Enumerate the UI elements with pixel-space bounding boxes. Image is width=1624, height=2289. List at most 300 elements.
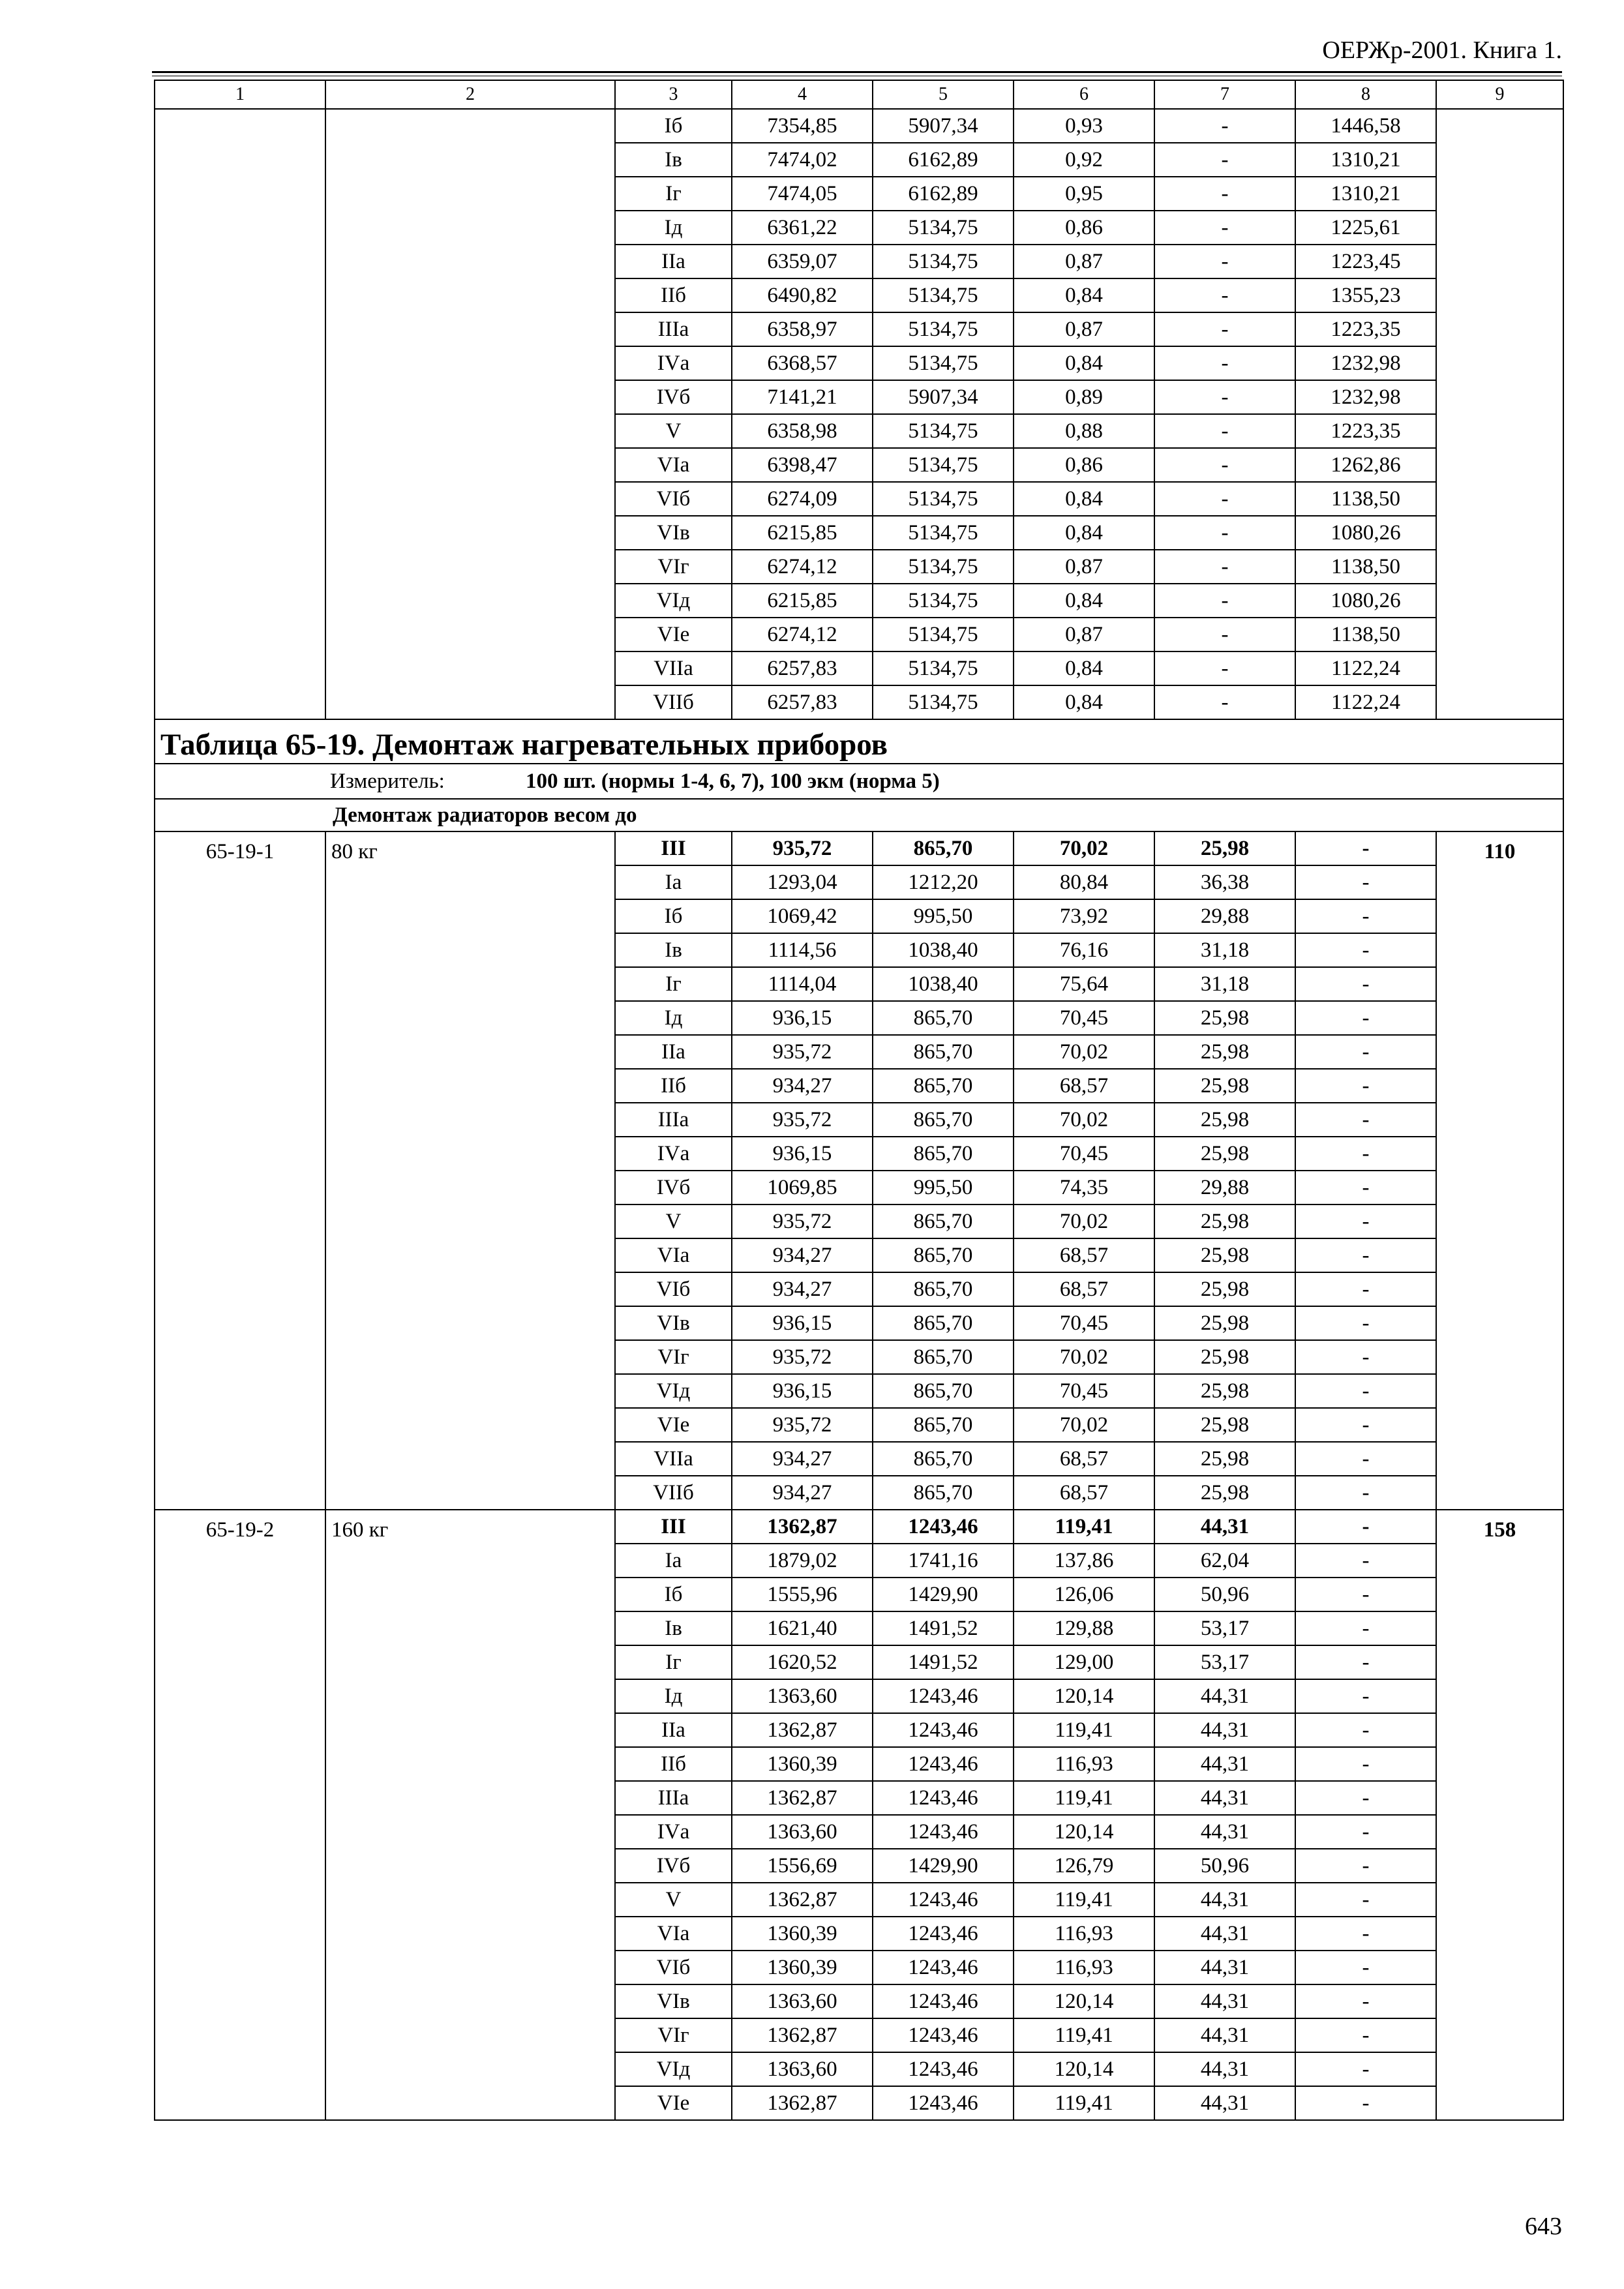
- driver-wage-cell: -: [1154, 550, 1295, 584]
- driver-wage-cell: 31,18: [1154, 967, 1295, 1001]
- materials-cell: -: [1295, 865, 1436, 899]
- materials-cell: 1138,50: [1295, 550, 1436, 584]
- driver-wage-cell: 44,31: [1154, 1883, 1295, 1917]
- materials-cell: 1223,45: [1295, 245, 1436, 278]
- driver-wage-cell: 25,98: [1154, 1069, 1295, 1103]
- machine-cell: 70,45: [1014, 1137, 1154, 1171]
- wage-cell: 1243,46: [873, 2052, 1014, 2086]
- materials-cell: -: [1295, 1204, 1436, 1238]
- total-cost-cell: 7354,85: [732, 109, 873, 143]
- machine-cell: 0,93: [1014, 109, 1154, 143]
- materials-cell: 1122,24: [1295, 651, 1436, 685]
- driver-wage-cell: 29,88: [1154, 899, 1295, 933]
- machine-cell: 0,89: [1014, 380, 1154, 414]
- machine-cell: 0,88: [1014, 414, 1154, 448]
- machine-cell: 70,02: [1014, 1035, 1154, 1069]
- machine-cell: 68,57: [1014, 1476, 1154, 1510]
- machine-cell: 126,06: [1014, 1578, 1154, 1611]
- driver-wage-cell: 25,98: [1154, 1272, 1295, 1306]
- region-cell: Iа: [615, 865, 732, 899]
- machine-cell: 0,84: [1014, 685, 1154, 719]
- section-title-row: [155, 719, 1563, 764]
- materials-cell: -: [1295, 1476, 1436, 1510]
- materials-cell: -: [1295, 2086, 1436, 2120]
- driver-wage-cell: -: [1154, 143, 1295, 177]
- region-cell: IIа: [615, 1713, 732, 1747]
- total-cost-cell: 6361,22: [732, 211, 873, 245]
- total-cost-cell: 6274,09: [732, 482, 873, 516]
- driver-wage-cell: 25,98: [1154, 1476, 1295, 1510]
- machine-cell: 137,86: [1014, 1544, 1154, 1578]
- machine-cell: 0,87: [1014, 618, 1154, 651]
- materials-cell: 1223,35: [1295, 312, 1436, 346]
- name-cell: [325, 109, 615, 719]
- machine-cell: 0,86: [1014, 448, 1154, 482]
- driver-wage-cell: 53,17: [1154, 1645, 1295, 1679]
- region-cell: Iа: [615, 1544, 732, 1578]
- machine-cell: 119,41: [1014, 1510, 1154, 1544]
- machine-cell: 119,41: [1014, 1713, 1154, 1747]
- measure-label: Измеритель:: [330, 769, 445, 793]
- materials-cell: 1080,26: [1295, 516, 1436, 550]
- wage-cell: 5134,75: [873, 685, 1014, 719]
- machine-cell: 0,86: [1014, 211, 1154, 245]
- region-cell: IIIа: [615, 1103, 732, 1137]
- machine-cell: 70,02: [1014, 1408, 1154, 1442]
- materials-cell: -: [1295, 1510, 1436, 1544]
- machine-cell: 70,45: [1014, 1001, 1154, 1035]
- machine-cell: 68,57: [1014, 1238, 1154, 1272]
- materials-cell: -: [1295, 1679, 1436, 1713]
- total-cost-cell: 1620,52: [732, 1645, 873, 1679]
- total-cost-cell: 936,15: [732, 1001, 873, 1035]
- driver-wage-cell: -: [1154, 177, 1295, 211]
- region-cell: Iг: [615, 1645, 732, 1679]
- region-cell: Iд: [615, 1001, 732, 1035]
- driver-wage-cell: -: [1154, 685, 1295, 719]
- wage-cell: 865,70: [873, 1476, 1014, 1510]
- total-cost-cell: 934,27: [732, 1442, 873, 1476]
- wage-cell: 1243,46: [873, 2018, 1014, 2052]
- total-cost-cell: 6358,98: [732, 414, 873, 448]
- wage-cell: 5134,75: [873, 651, 1014, 685]
- total-cost-cell: 1362,87: [732, 1883, 873, 1917]
- total-cost-cell: 6358,97: [732, 312, 873, 346]
- region-cell: VIв: [615, 516, 732, 550]
- region-cell: VIв: [615, 1306, 732, 1340]
- total-cost-cell: 936,15: [732, 1306, 873, 1340]
- page-number: 643: [1525, 2213, 1562, 2240]
- total-cost-cell: 1360,39: [732, 1747, 873, 1781]
- materials-cell: 1262,86: [1295, 448, 1436, 482]
- total-cost-cell: 935,72: [732, 1204, 873, 1238]
- machine-cell: 129,00: [1014, 1645, 1154, 1679]
- driver-wage-cell: 50,96: [1154, 1849, 1295, 1883]
- header-rule: [152, 71, 1562, 73]
- machine-cell: 76,16: [1014, 933, 1154, 967]
- materials-cell: -: [1295, 967, 1436, 1001]
- wage-cell: 5134,75: [873, 448, 1014, 482]
- total-cost-cell: 1879,02: [732, 1544, 873, 1578]
- wage-cell: 1243,46: [873, 1781, 1014, 1815]
- total-cost-cell: 934,27: [732, 1272, 873, 1306]
- total-cost-cell: 935,72: [732, 1408, 873, 1442]
- item-name: 160 кг: [325, 1510, 615, 2120]
- region-cell: VIд: [615, 1374, 732, 1408]
- wage-cell: 1243,46: [873, 1679, 1014, 1713]
- total-cost-cell: 1360,39: [732, 1951, 873, 1984]
- wage-cell: 865,70: [873, 1408, 1014, 1442]
- wage-cell: 1038,40: [873, 933, 1014, 967]
- total-cost-cell: 7474,05: [732, 177, 873, 211]
- wage-cell: 5134,75: [873, 550, 1014, 584]
- total-cost-cell: 936,15: [732, 1374, 873, 1408]
- region-cell: VIд: [615, 2052, 732, 2086]
- driver-wage-cell: -: [1154, 380, 1295, 414]
- table-row: [155, 109, 1563, 143]
- materials-cell: -: [1295, 1272, 1436, 1306]
- machine-cell: 0,87: [1014, 550, 1154, 584]
- driver-wage-cell: -: [1154, 245, 1295, 278]
- total-cost-cell: 935,72: [732, 831, 873, 865]
- wage-cell: 1491,52: [873, 1645, 1014, 1679]
- driver-wage-cell: 25,98: [1154, 1035, 1295, 1069]
- wage-cell: 1243,46: [873, 1883, 1014, 1917]
- region-cell: VIIа: [615, 1442, 732, 1476]
- region-cell: IVб: [615, 1171, 732, 1204]
- measure-cell: [155, 764, 1563, 799]
- wage-cell: 1243,46: [873, 1951, 1014, 1984]
- total-cost-cell: 6215,85: [732, 584, 873, 618]
- region-cell: VIг: [615, 550, 732, 584]
- machine-cell: 116,93: [1014, 1747, 1154, 1781]
- region-cell: VIе: [615, 1408, 732, 1442]
- materials-cell: -: [1295, 1069, 1436, 1103]
- wage-cell: 1212,20: [873, 865, 1014, 899]
- materials-cell: -: [1295, 1883, 1436, 1917]
- driver-wage-cell: 44,31: [1154, 1917, 1295, 1951]
- total-cost-cell: 6368,57: [732, 346, 873, 380]
- column-number: 3: [615, 80, 732, 109]
- item-code: 65-19-2: [155, 1510, 325, 2120]
- wage-cell: 865,70: [873, 1069, 1014, 1103]
- materials-cell: 1232,98: [1295, 346, 1436, 380]
- total-cost-cell: 934,27: [732, 1069, 873, 1103]
- machine-cell: 0,84: [1014, 516, 1154, 550]
- machine-cell: 116,93: [1014, 1951, 1154, 1984]
- wage-cell: 1038,40: [873, 967, 1014, 1001]
- machine-cell: 119,41: [1014, 1781, 1154, 1815]
- materials-cell: 1225,61: [1295, 211, 1436, 245]
- total-cost-cell: 1363,60: [732, 1984, 873, 2018]
- section-title: Таблица 65-19. Демонтаж нагревательных приборов: [155, 719, 1563, 764]
- total-cost-cell: 1555,96: [732, 1578, 873, 1611]
- total-cost-cell: 1360,39: [732, 1917, 873, 1951]
- driver-wage-cell: 44,31: [1154, 1984, 1295, 2018]
- machine-cell: 70,02: [1014, 831, 1154, 865]
- total-cost-cell: 1114,56: [732, 933, 873, 967]
- materials-cell: 1310,21: [1295, 177, 1436, 211]
- materials-cell: -: [1295, 1815, 1436, 1849]
- region-cell: IIа: [615, 245, 732, 278]
- wage-cell: 5134,75: [873, 245, 1014, 278]
- column-number: 6: [1014, 80, 1154, 109]
- materials-cell: -: [1295, 2018, 1436, 2052]
- column-number: 9: [1436, 80, 1563, 109]
- driver-wage-cell: 44,31: [1154, 2052, 1295, 2086]
- total-cost-cell: 934,27: [732, 1476, 873, 1510]
- wage-cell: 5134,75: [873, 346, 1014, 380]
- total-cost-cell: 1114,04: [732, 967, 873, 1001]
- region-cell: IIб: [615, 278, 732, 312]
- total-cost-cell: 1556,69: [732, 1849, 873, 1883]
- labor-cell: 110: [1436, 831, 1563, 1510]
- wage-cell: 1243,46: [873, 1510, 1014, 1544]
- region-cell: III: [615, 831, 732, 865]
- wage-cell: 1243,46: [873, 1917, 1014, 1951]
- machine-cell: 126,79: [1014, 1849, 1154, 1883]
- driver-wage-cell: 44,31: [1154, 1815, 1295, 1849]
- driver-wage-cell: 25,98: [1154, 1306, 1295, 1340]
- region-cell: IIа: [615, 1035, 732, 1069]
- total-cost-cell: 1621,40: [732, 1611, 873, 1645]
- total-cost-cell: 6257,83: [732, 685, 873, 719]
- machine-cell: 73,92: [1014, 899, 1154, 933]
- machine-cell: 120,14: [1014, 1984, 1154, 2018]
- total-cost-cell: 6274,12: [732, 550, 873, 584]
- total-cost-cell: 7141,21: [732, 380, 873, 414]
- wage-cell: 5134,75: [873, 482, 1014, 516]
- region-cell: IVб: [615, 380, 732, 414]
- total-cost-cell: 936,15: [732, 1137, 873, 1171]
- column-number: 5: [873, 80, 1014, 109]
- materials-cell: -: [1295, 1747, 1436, 1781]
- rates-table-body: [155, 80, 1563, 2120]
- wage-cell: 1491,52: [873, 1611, 1014, 1645]
- wage-cell: 865,70: [873, 1137, 1014, 1171]
- materials-cell: -: [1295, 1951, 1436, 1984]
- materials-cell: -: [1295, 933, 1436, 967]
- total-cost-cell: 6215,85: [732, 516, 873, 550]
- wage-cell: 1243,46: [873, 1815, 1014, 1849]
- wage-cell: 865,70: [873, 1306, 1014, 1340]
- wage-cell: 1243,46: [873, 1747, 1014, 1781]
- materials-cell: -: [1295, 831, 1436, 865]
- region-cell: IVа: [615, 1137, 732, 1171]
- region-cell: IVа: [615, 346, 732, 380]
- region-cell: IIб: [615, 1069, 732, 1103]
- wage-cell: 5134,75: [873, 312, 1014, 346]
- region-cell: V: [615, 1204, 732, 1238]
- total-cost-cell: 1293,04: [732, 865, 873, 899]
- wage-cell: 5134,75: [873, 516, 1014, 550]
- region-cell: VIб: [615, 482, 732, 516]
- materials-cell: 1080,26: [1295, 584, 1436, 618]
- wage-cell: 995,50: [873, 899, 1014, 933]
- machine-cell: 68,57: [1014, 1272, 1154, 1306]
- subheader: Демонтаж радиаторов весом до: [155, 799, 1563, 831]
- wage-cell: 865,70: [873, 1340, 1014, 1374]
- total-cost-cell: 7474,02: [732, 143, 873, 177]
- column-number: 2: [325, 80, 615, 109]
- wage-cell: 1243,46: [873, 1984, 1014, 2018]
- machine-cell: 0,87: [1014, 245, 1154, 278]
- machine-cell: 75,64: [1014, 967, 1154, 1001]
- column-number: 4: [732, 80, 873, 109]
- materials-cell: -: [1295, 1035, 1436, 1069]
- total-cost-cell: 6398,47: [732, 448, 873, 482]
- region-cell: VIб: [615, 1951, 732, 1984]
- wage-cell: 5134,75: [873, 278, 1014, 312]
- region-cell: V: [615, 1883, 732, 1917]
- subheader-row: [155, 799, 1563, 831]
- region-cell: IVа: [615, 1815, 732, 1849]
- machine-cell: 0,84: [1014, 584, 1154, 618]
- table-row: [155, 1510, 1563, 1544]
- region-cell: VIе: [615, 618, 732, 651]
- driver-wage-cell: 44,31: [1154, 1713, 1295, 1747]
- driver-wage-cell: 44,31: [1154, 2018, 1295, 2052]
- wage-cell: 865,70: [873, 1442, 1014, 1476]
- materials-cell: -: [1295, 1001, 1436, 1035]
- driver-wage-cell: 25,98: [1154, 1408, 1295, 1442]
- driver-wage-cell: 44,31: [1154, 1747, 1295, 1781]
- wage-cell: 5907,34: [873, 380, 1014, 414]
- materials-cell: -: [1295, 1544, 1436, 1578]
- materials-cell: -: [1295, 1442, 1436, 1476]
- wage-cell: 6162,89: [873, 177, 1014, 211]
- driver-wage-cell: -: [1154, 414, 1295, 448]
- wage-cell: 1243,46: [873, 2086, 1014, 2120]
- machine-cell: 120,14: [1014, 1679, 1154, 1713]
- materials-cell: 1355,23: [1295, 278, 1436, 312]
- item-code: 65-19-1: [155, 831, 325, 1510]
- column-number: 7: [1154, 80, 1295, 109]
- labor-cell: 158: [1436, 1510, 1563, 2120]
- driver-wage-cell: 25,98: [1154, 1001, 1295, 1035]
- machine-cell: 70,45: [1014, 1306, 1154, 1340]
- machine-cell: 119,41: [1014, 2086, 1154, 2120]
- machine-cell: 80,84: [1014, 865, 1154, 899]
- driver-wage-cell: 50,96: [1154, 1578, 1295, 1611]
- machine-cell: 0,84: [1014, 482, 1154, 516]
- driver-wage-cell: 31,18: [1154, 933, 1295, 967]
- wage-cell: 865,70: [873, 1238, 1014, 1272]
- wage-cell: 1243,46: [873, 1713, 1014, 1747]
- region-cell: Iд: [615, 1679, 732, 1713]
- region-cell: IIб: [615, 1747, 732, 1781]
- wage-cell: 1741,16: [873, 1544, 1014, 1578]
- total-cost-cell: 1363,60: [732, 1815, 873, 1849]
- driver-wage-cell: 44,31: [1154, 2086, 1295, 2120]
- total-cost-cell: 1362,87: [732, 2018, 873, 2052]
- machine-cell: 0,92: [1014, 143, 1154, 177]
- region-cell: VIд: [615, 584, 732, 618]
- total-cost-cell: 935,72: [732, 1035, 873, 1069]
- materials-cell: -: [1295, 1340, 1436, 1374]
- driver-wage-cell: 25,98: [1154, 1204, 1295, 1238]
- wage-cell: 865,70: [873, 1204, 1014, 1238]
- materials-cell: -: [1295, 1849, 1436, 1883]
- materials-cell: -: [1295, 1306, 1436, 1340]
- machine-cell: 70,45: [1014, 1374, 1154, 1408]
- driver-wage-cell: -: [1154, 448, 1295, 482]
- driver-wage-cell: 44,31: [1154, 1781, 1295, 1815]
- materials-cell: 1310,21: [1295, 143, 1436, 177]
- wage-cell: 5134,75: [873, 211, 1014, 245]
- region-cell: III: [615, 1510, 732, 1544]
- code-cell: [155, 109, 325, 719]
- driver-wage-cell: -: [1154, 346, 1295, 380]
- region-cell: VIа: [615, 1238, 732, 1272]
- machine-cell: 119,41: [1014, 1883, 1154, 1917]
- region-cell: Iг: [615, 177, 732, 211]
- region-cell: Iб: [615, 1578, 732, 1611]
- driver-wage-cell: 25,98: [1154, 1442, 1295, 1476]
- wage-cell: 995,50: [873, 1171, 1014, 1204]
- driver-wage-cell: 36,38: [1154, 865, 1295, 899]
- region-cell: Iб: [615, 899, 732, 933]
- wage-cell: 5134,75: [873, 584, 1014, 618]
- total-cost-cell: 1362,87: [732, 1781, 873, 1815]
- total-cost-cell: 934,27: [732, 1238, 873, 1272]
- wage-cell: 1429,90: [873, 1849, 1014, 1883]
- wage-cell: 865,70: [873, 1035, 1014, 1069]
- wage-cell: 1429,90: [873, 1578, 1014, 1611]
- driver-wage-cell: 25,98: [1154, 1137, 1295, 1171]
- region-cell: VIа: [615, 448, 732, 482]
- materials-cell: -: [1295, 1611, 1436, 1645]
- machine-cell: 0,84: [1014, 278, 1154, 312]
- driver-wage-cell: -: [1154, 482, 1295, 516]
- total-cost-cell: 6257,83: [732, 651, 873, 685]
- driver-wage-cell: -: [1154, 278, 1295, 312]
- machine-cell: 70,02: [1014, 1340, 1154, 1374]
- machine-cell: 116,93: [1014, 1917, 1154, 1951]
- materials-cell: 1232,98: [1295, 380, 1436, 414]
- machine-cell: 68,57: [1014, 1069, 1154, 1103]
- materials-cell: 1138,50: [1295, 482, 1436, 516]
- region-cell: IIIа: [615, 1781, 732, 1815]
- machine-cell: 68,57: [1014, 1442, 1154, 1476]
- driver-wage-cell: 44,31: [1154, 1951, 1295, 1984]
- total-cost-cell: 1363,60: [732, 2052, 873, 2086]
- materials-cell: -: [1295, 899, 1436, 933]
- driver-wage-cell: -: [1154, 211, 1295, 245]
- materials-cell: 1138,50: [1295, 618, 1436, 651]
- materials-cell: -: [1295, 1238, 1436, 1272]
- rates-table: [154, 80, 1564, 2121]
- materials-cell: -: [1295, 1713, 1436, 1747]
- materials-cell: -: [1295, 1137, 1436, 1171]
- total-cost-cell: 6490,82: [732, 278, 873, 312]
- driver-wage-cell: -: [1154, 651, 1295, 685]
- column-number: 1: [155, 80, 325, 109]
- machine-cell: 0,87: [1014, 312, 1154, 346]
- region-cell: Iд: [615, 211, 732, 245]
- region-cell: IVб: [615, 1849, 732, 1883]
- wage-cell: 6162,89: [873, 143, 1014, 177]
- driver-wage-cell: 53,17: [1154, 1611, 1295, 1645]
- region-cell: Iв: [615, 143, 732, 177]
- driver-wage-cell: 62,04: [1154, 1544, 1295, 1578]
- driver-wage-cell: 44,31: [1154, 1510, 1295, 1544]
- document-header: ОЕРЖр-2001. Книга 1.: [1322, 37, 1562, 64]
- region-cell: Iб: [615, 109, 732, 143]
- materials-cell: -: [1295, 1171, 1436, 1204]
- materials-cell: -: [1295, 1781, 1436, 1815]
- total-cost-cell: 6359,07: [732, 245, 873, 278]
